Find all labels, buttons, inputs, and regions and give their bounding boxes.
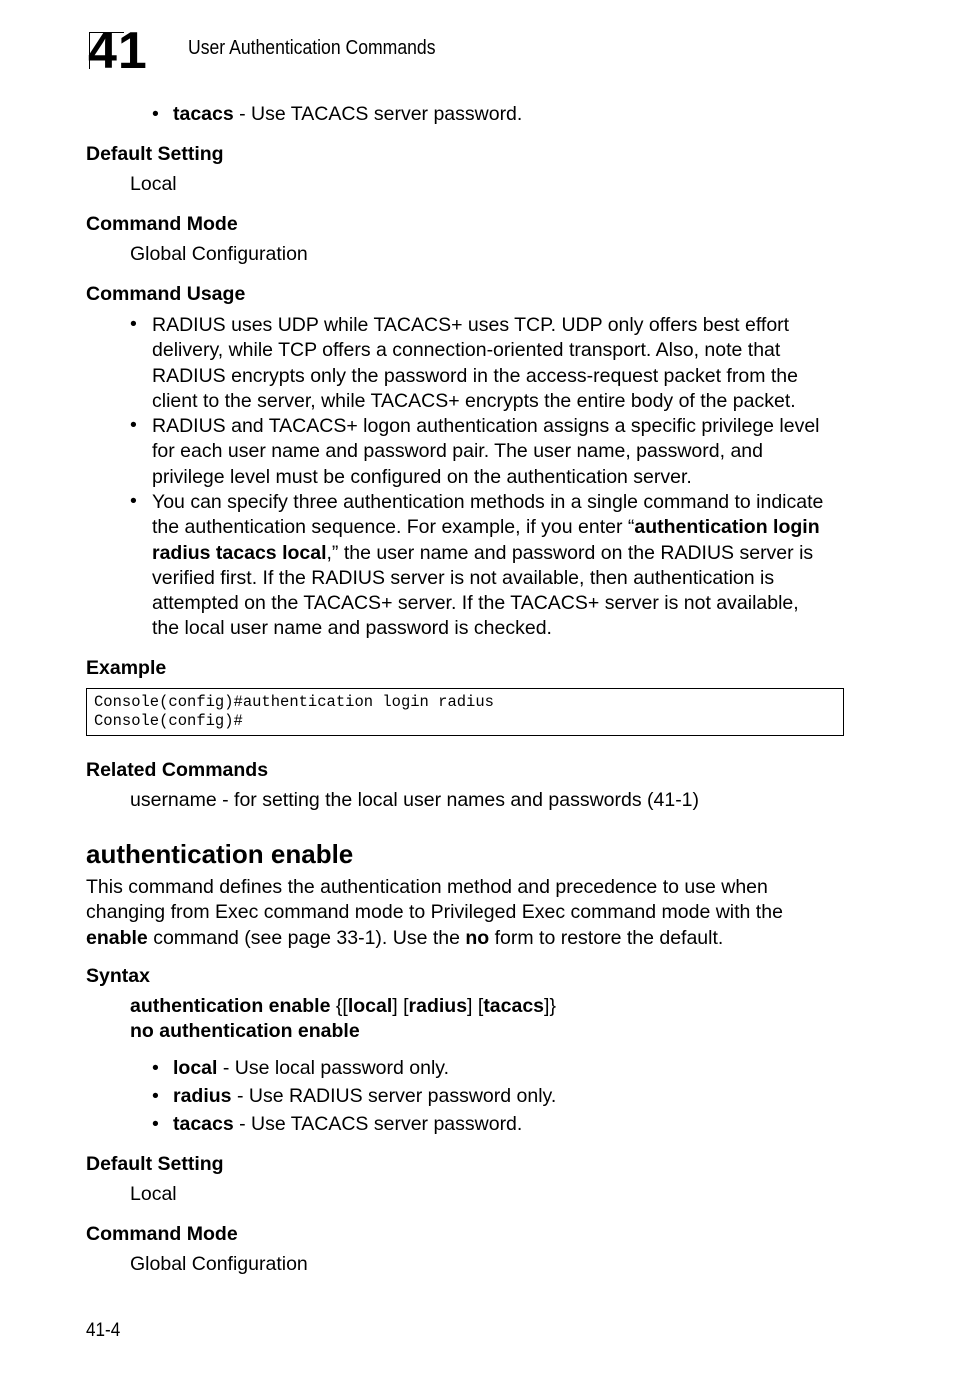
usage-line: verified first. If the RADIUS server is not available, then authentication is xyxy=(152,566,775,589)
usage-line: the authentication sequence. For example, if you enter “authentication login xyxy=(152,516,820,539)
usage-line: privilege level must be configured on the authentication server. xyxy=(152,465,692,488)
usage-line: client to the server, while TACACS+ encrypts the entire body of the packet. xyxy=(152,389,796,412)
usage-line: RADIUS encrypts only the password in the access-request packet from the xyxy=(152,364,798,387)
intro-line: enable command (see page 33-1). Use the no form to restore the default. xyxy=(86,926,724,949)
command-mode-value: Global Configuration xyxy=(130,243,308,265)
usage-line: RADIUS uses UDP while TACACS+ uses TCP. UDP only offers best effort xyxy=(152,314,790,336)
syntax-command: authentication enable {[local] [radius] [tacacs]} xyxy=(130,995,556,1017)
usage-line: delivery, while TCP offers a connection-oriented transport. Also, note that xyxy=(152,339,781,362)
code-line: Console(config)# xyxy=(94,712,243,730)
page-number: 41-4 xyxy=(86,1320,121,1341)
bullet-term: tacacs xyxy=(173,103,234,125)
heading-default-setting-2: Default Setting xyxy=(86,1153,224,1175)
related-commands-value: username - for setting the local user names and passwords (41-1) xyxy=(130,789,700,811)
intro-line: This command defines the authentication method and precedence to use when xyxy=(86,876,768,898)
usage-line: RADIUS and TACACS+ logon authentication assigns a specific privilege level xyxy=(152,415,820,437)
code-example-box xyxy=(86,688,844,736)
usage-line: for each user name and password pair. The user name, password, and xyxy=(152,440,763,463)
syntax-no-command: no authentication enable xyxy=(130,1020,360,1042)
section-title: authentication enable xyxy=(86,839,354,869)
section-intro xyxy=(86,875,846,951)
usage-line: radius tacacs local,” the user name and password on the RADIUS server is xyxy=(152,541,814,564)
usage-line: the local user name and password is checked. xyxy=(152,617,552,640)
heading-command-mode: Command Mode xyxy=(86,213,238,235)
chapter-title: User Authentication Commands xyxy=(188,37,436,59)
bullet-desc: - Use TACACS server password. xyxy=(233,103,523,125)
code-line: Console(config)#authentication login radius xyxy=(94,693,494,711)
heading-example: Example xyxy=(86,657,167,679)
intro-line: changing from Exec command mode to Privileged Exec command mode with the xyxy=(86,901,783,924)
command-mode-value-2: Global Configuration xyxy=(130,1253,308,1275)
chapter-number: 41 xyxy=(88,22,148,80)
heading-command-mode-2: Command Mode xyxy=(86,1223,238,1245)
default-setting-value: Local xyxy=(130,173,177,195)
usage-line: attempted on the TACACS+ server. If the TACACS+ server is not available, xyxy=(152,592,799,615)
heading-default-setting: Default Setting xyxy=(86,143,224,165)
usage-line: You can specify three authentication methods in a single command to indicate xyxy=(152,491,824,513)
default-setting-value-2: Local xyxy=(130,1183,177,1205)
heading-related-commands: Related Commands xyxy=(86,759,269,781)
heading-command-usage: Command Usage xyxy=(86,283,246,305)
heading-syntax: Syntax xyxy=(86,965,150,987)
